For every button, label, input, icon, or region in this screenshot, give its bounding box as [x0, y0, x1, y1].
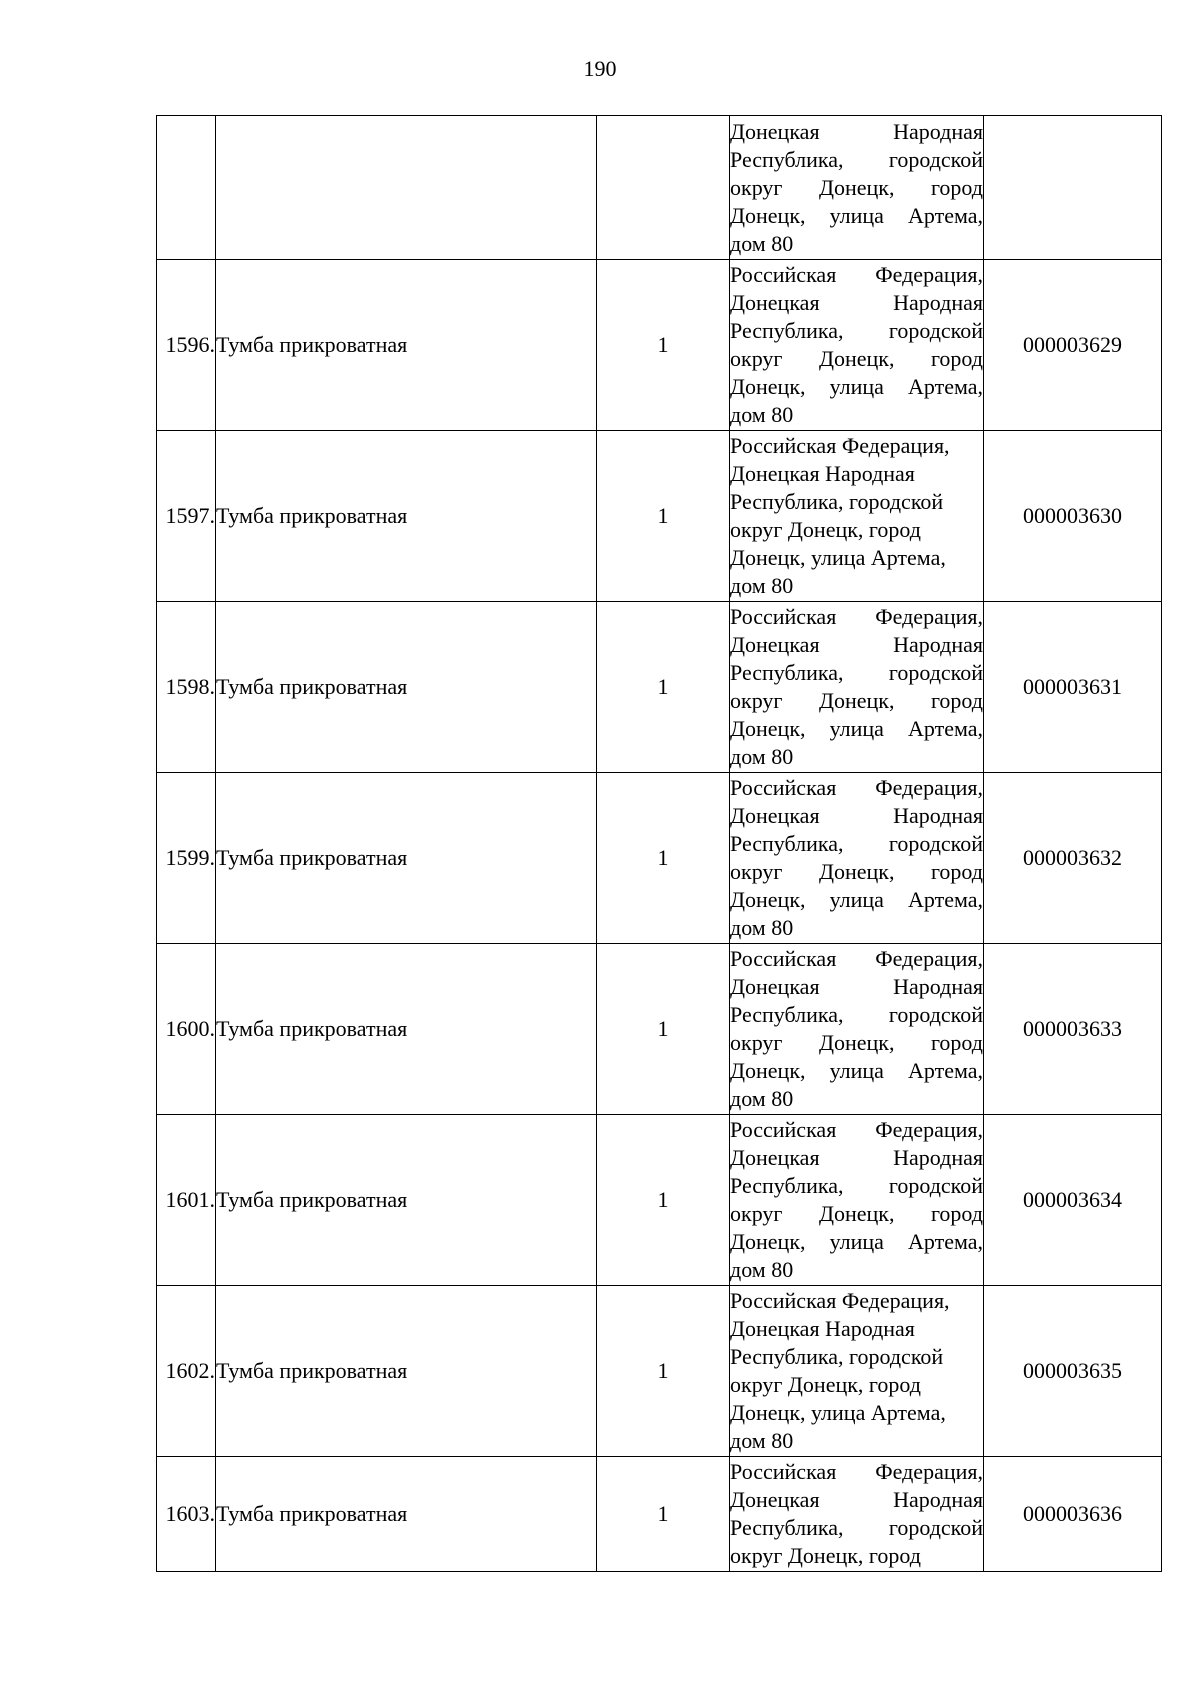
address-line: Донецк, улица Артема, [730, 716, 983, 741]
table-row [157, 1286, 1162, 1457]
address-line: дом 80 [730, 915, 794, 940]
quantity-cell: 1 [597, 773, 730, 944]
address-line: округ Донецк, город [730, 346, 983, 371]
address-line: Российская Федерация, [730, 946, 983, 971]
address-line: Донецкая Народная [730, 1487, 983, 1512]
address-line: Республика, городской [730, 318, 983, 343]
address-line: Донецкая Народная [730, 974, 983, 999]
address-line: Российская Федерация, [730, 1288, 950, 1313]
address-line: округ Донецк, город [730, 859, 983, 884]
address-line: Донецк, улица Артема, [730, 545, 946, 570]
address-cell [730, 773, 984, 944]
address-cell [730, 1457, 984, 1572]
item-name-cell: Тумба прикроватная [216, 1457, 597, 1572]
row-number-cell: 1597. [157, 431, 216, 602]
table-row [157, 944, 1162, 1115]
row-number-cell: 1599. [157, 773, 216, 944]
address-line: округ Донецк, город [730, 1030, 983, 1055]
page-number: 190 [583, 56, 617, 81]
item-name-cell: Тумба прикроватная [216, 260, 597, 431]
address-line: округ Донецк, город [730, 1201, 983, 1226]
inventory-number-cell: 000003634 [984, 1115, 1162, 1286]
row-number-cell: 1598. [157, 602, 216, 773]
address-line: Донецк, улица Артема, [730, 374, 983, 399]
item-name-cell: Тумба прикроватная [216, 431, 597, 602]
address-line: дом 80 [730, 402, 794, 427]
address-line: дом 80 [730, 1428, 794, 1453]
address-line: Донецк, улица Артема, [730, 887, 983, 912]
address-line: Республика, городской [730, 660, 983, 685]
address-line: Донецкая Народная [730, 290, 983, 315]
address-line: округ Донецк, город [730, 688, 983, 713]
address-line: Донецк, улица Артема, [730, 202, 983, 228]
address-line: Российская Федерация, [730, 1117, 983, 1142]
address-cell [730, 260, 984, 431]
address-line: Донецк, улица Артема, [730, 1058, 983, 1083]
row-number-cell: 1601. [157, 1115, 216, 1286]
inventory-number-cell: 000003632 [984, 773, 1162, 944]
address-line: Республика, городской [730, 489, 944, 514]
address-line: Республика, городской [730, 1173, 983, 1198]
item-name-cell: Тумба прикроватная [216, 1286, 597, 1457]
inventory-number-cell: 000003629 [984, 260, 1162, 431]
item-name-cell: Тумба прикроватная [216, 602, 597, 773]
item-name-cell: Тумба прикроватная [216, 773, 597, 944]
row-number-cell: 1602. [157, 1286, 216, 1457]
quantity-cell: 1 [597, 431, 730, 602]
inventory-number-cell: 000003630 [984, 431, 1162, 602]
inventory-number-cell: 000003633 [984, 944, 1162, 1115]
address-cell [730, 116, 984, 260]
address-line: Республика, городской [730, 1344, 944, 1369]
row-number-cell: 1596. [157, 260, 216, 431]
row-number-cell: 1600. [157, 944, 216, 1115]
item-name-cell [216, 116, 597, 260]
address-line: Донецкая Народная [730, 1316, 915, 1341]
item-name-cell: Тумба прикроватная [216, 1115, 597, 1286]
address-line: Республика, городской [730, 1515, 983, 1540]
inventory-number-cell: 000003631 [984, 602, 1162, 773]
address-line: Донецкая Народная [730, 461, 915, 486]
address-cell [730, 602, 984, 773]
address-line: Российская Федерация, [730, 775, 983, 800]
table-row [157, 773, 1162, 944]
address-line: Республика, городской [730, 146, 983, 172]
address-line: округ Донецк, город [730, 517, 921, 542]
address-line: округ Донецк, город [730, 1543, 921, 1568]
address-line: Российская Федерация, [730, 604, 983, 629]
address-line: дом 80 [730, 744, 794, 769]
address-cell [730, 431, 984, 602]
address-line: округ Донецк, город [730, 1372, 921, 1397]
table-row [157, 116, 1162, 260]
address-line: Российская Федерация, [730, 1459, 983, 1484]
quantity-cell: 1 [597, 1457, 730, 1572]
address-cell [730, 944, 984, 1115]
table-row [157, 260, 1162, 431]
address-line: Российская Федерация, [730, 262, 983, 287]
table-row [157, 1457, 1162, 1572]
address-line: Донецк, улица Артема, [730, 1229, 983, 1254]
quantity-cell [597, 116, 730, 260]
address-line: Республика, городской [730, 831, 983, 856]
quantity-cell: 1 [597, 1286, 730, 1457]
row-number-cell [157, 116, 216, 260]
table-row [157, 1115, 1162, 1286]
address-line: Донецкая Народная [730, 118, 983, 144]
address-line: Донецкая Народная [730, 1145, 983, 1170]
quantity-cell: 1 [597, 1115, 730, 1286]
inventory-number-cell: 000003635 [984, 1286, 1162, 1457]
quantity-cell: 1 [597, 944, 730, 1115]
address-line: Донецкая Народная [730, 803, 983, 828]
registry-table-body [157, 116, 1162, 1572]
row-number-cell: 1603. [157, 1457, 216, 1572]
address-line: дом 80 [730, 230, 794, 256]
inventory-number-cell: 000003636 [984, 1457, 1162, 1572]
address-line: дом 80 [730, 1086, 794, 1111]
address-cell [730, 1115, 984, 1286]
inventory-number-cell [984, 116, 1162, 260]
address-line: Донецк, улица Артема, [730, 1400, 946, 1425]
table-row [157, 602, 1162, 773]
table-row [157, 431, 1162, 602]
address-line: округ Донецк, город [730, 174, 983, 200]
address-line: дом 80 [730, 1257, 794, 1282]
quantity-cell: 1 [597, 260, 730, 431]
quantity-cell: 1 [597, 602, 730, 773]
address-line: Донецкая Народная [730, 632, 983, 657]
item-name-cell: Тумба прикроватная [216, 944, 597, 1115]
address-line: дом 80 [730, 573, 794, 598]
registry-table [156, 115, 1162, 1572]
address-line: Республика, городской [730, 1002, 983, 1027]
address-line: Российская Федерация, [730, 433, 950, 458]
address-cell [730, 1286, 984, 1457]
